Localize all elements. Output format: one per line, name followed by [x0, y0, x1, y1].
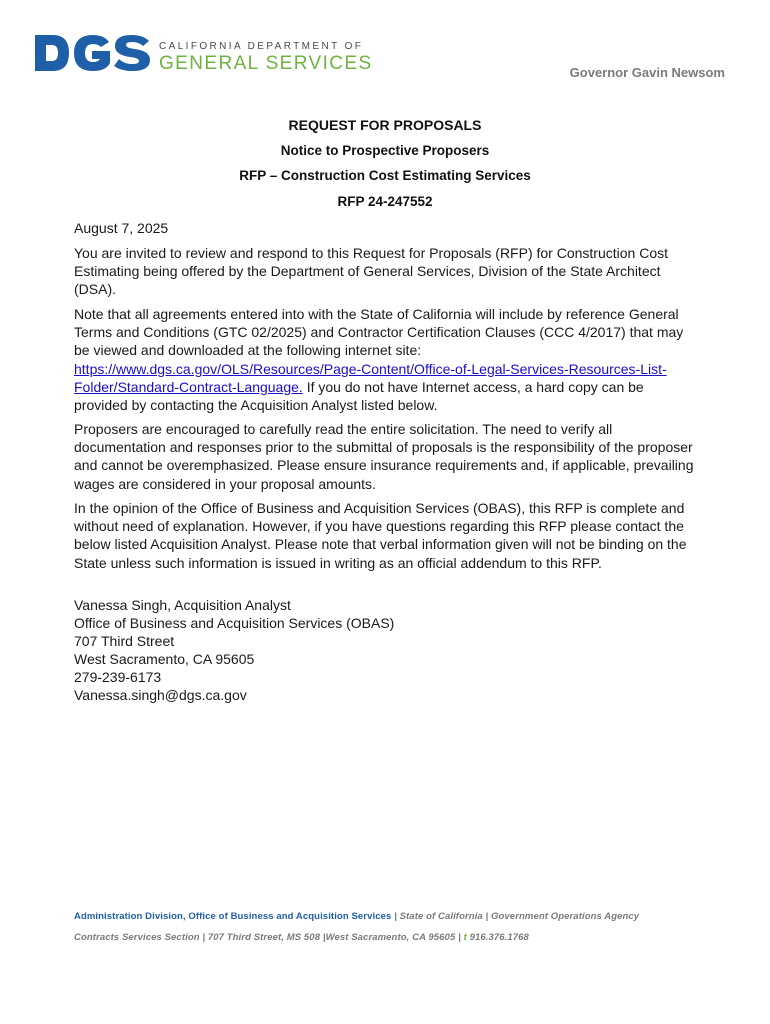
footer-address: Contracts Services Section | 707 Third Street, MS 508 |West Sacramento, CA 95605 |	[74, 932, 464, 943]
dgs-logo	[33, 33, 373, 75]
footer-phone: 916.376.1768	[466, 932, 529, 943]
logo-dept-label: CALIFORNIA DEPARTMENT OF	[159, 41, 364, 52]
doc-title: REQUEST FOR PROPOSALS	[288, 117, 482, 133]
footer-line-2	[74, 932, 724, 943]
paragraph-invitation: You are invited to review and respond to this Request for Proposals (RFP) for Construction Cost Estimating being offered by the Department of General Services, Division of the State Architect (DSA).	[74, 245, 668, 298]
doc-subtitle: Notice to Prospective Proposers	[280, 143, 490, 158]
footer-division: Administration Division, Office of Business and Acquisition Services	[74, 911, 392, 922]
paragraph-terms-text: Note that all agreements entered into with the State of California will include by reference General Terms and Conditions (GTC 02/2025) and Contractor Certification Clauses (CCC 4/2017) that may be viewed and downloaded at the following internet site:	[74, 306, 684, 359]
contact-office: Office of Business and Acquisition Services (OBAS)	[74, 615, 395, 631]
footer-agency: | State of California | Government Operations Agency	[391, 911, 640, 922]
contact-street: 707 Third Street	[74, 633, 175, 649]
dgs-logo-mark	[33, 33, 151, 73]
contact-block	[74, 596, 700, 704]
letter-date: August 7, 2025	[74, 220, 169, 236]
contact-city: West Sacramento, CA 95605	[74, 651, 255, 667]
governor-name: Governor Gavin Newsom	[569, 65, 725, 80]
logo-general-services: GENERAL SERVICES	[159, 53, 373, 74]
paragraph-terms-after: If you do not have Internet access, a hard copy can be provided by contacting the Acquisition Analyst listed below.	[74, 378, 644, 414]
footer-line-1	[74, 911, 724, 922]
paragraph-terms	[74, 305, 700, 414]
contract-language-link[interactable]: https://www.dgs.ca.gov/OLS/Resources/Page-Content/Office-of-Legal-Services-Resources-List-Folder/Standard-Contract-Language.	[74, 360, 667, 395]
rfp-number: RFP 24-247552	[337, 194, 433, 209]
paragraph-proposers: Proposers are encouraged to carefully read the entire solicitation. The need to verify all documentation and responses prior to the submittal of proposals is the responsibility of the proposer and cannot be overemphasized. Please ensure insurance requirements and, if applicable, prevailing wages are considered in your proposal amounts.	[74, 421, 694, 492]
contact-name: Vanessa Singh, Acquisition Analyst	[74, 597, 291, 613]
paragraph-opinion: In the opinion of the Office of Business and Acquisition Services (OBAS), this RFP is complete and without need of explanation. However, if you have questions regarding this RFP please contact the below listed Acquisition Analyst. Please note that verbal information given will not be binding on the State unless such information is issued in writing as an official addendum to this RFP.	[74, 500, 687, 571]
contact-email: Vanessa.singh@dgs.ca.gov	[74, 687, 247, 703]
contact-phone: 279-239-6173	[74, 669, 162, 685]
footer-phone-prefix: t	[463, 932, 467, 943]
rfp-name: RFP – Construction Cost Estimating Services	[239, 168, 531, 183]
